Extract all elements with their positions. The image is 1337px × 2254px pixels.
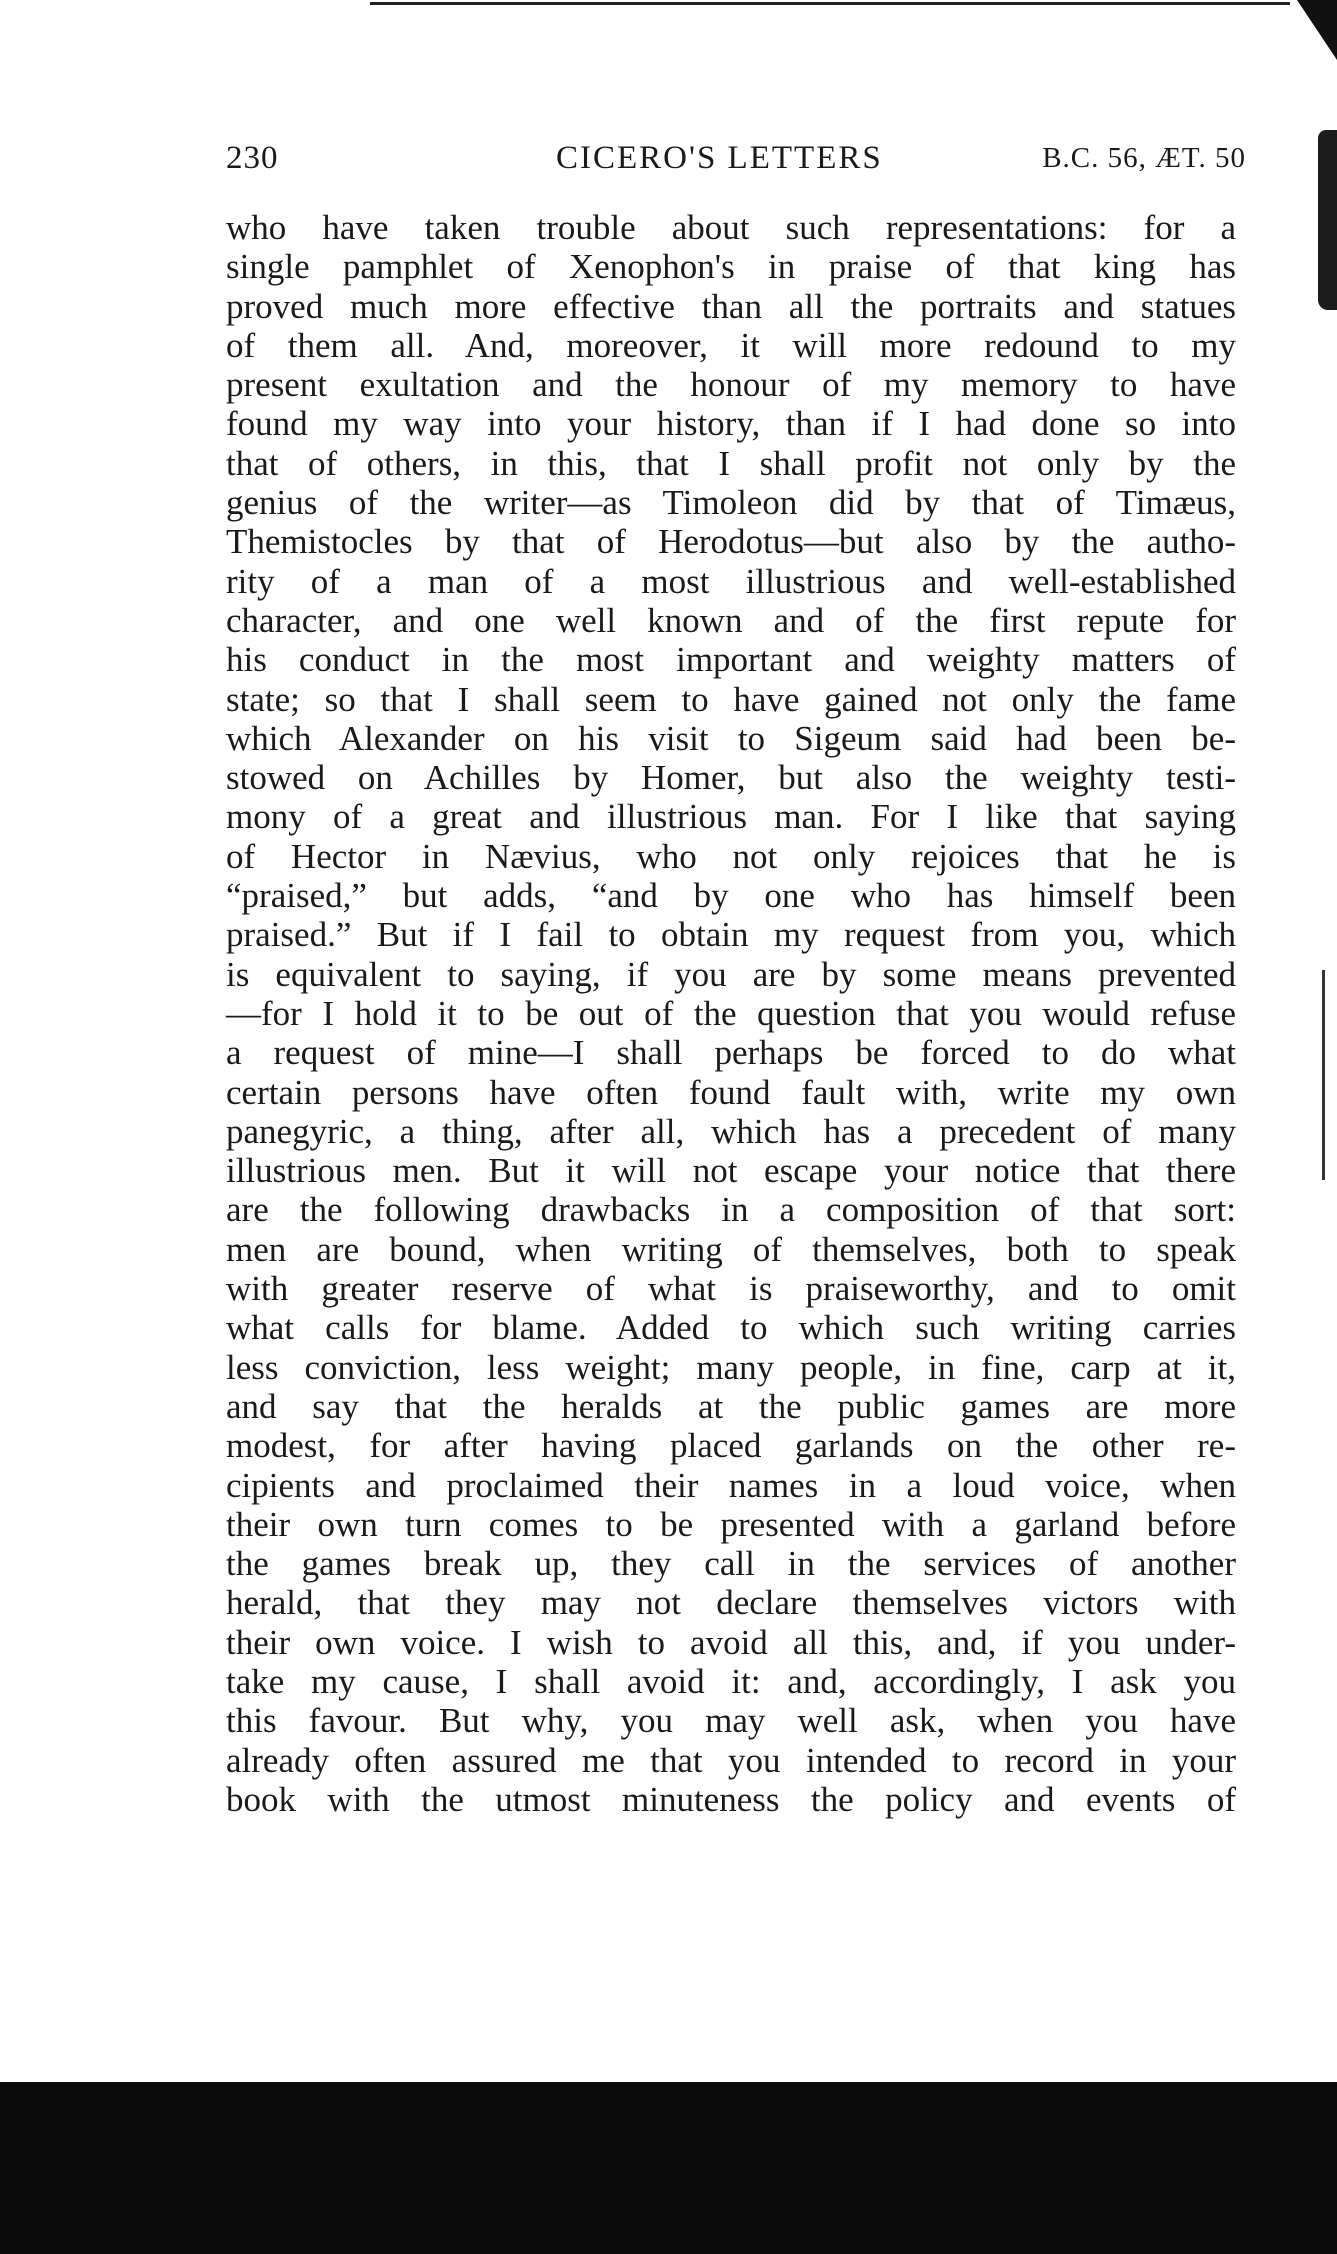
text-line: found my way into your history, than if I had done so into [226,404,1236,444]
text-line: which Alexander on his visit to Sigeum said had been be- [226,718,1236,758]
text-line: single pamphlet of Xenophon's in praise of that king has [226,247,1236,287]
scan-bottom-band [0,2082,1337,2254]
page-corner-curl [1297,0,1337,60]
text-line: stowed on Achilles by Homer, but also the weighty testi- [226,758,1236,798]
text-line: less conviction, less weight; many people, in fine, carp at it, [226,1347,1236,1387]
text-line: their own voice. I wish to avoid all this, and, if you under- [226,1622,1236,1662]
text-line: this favour. But why, you may well ask, when you have [226,1701,1236,1741]
text-line: take my cause, I shall avoid it: and, accordingly, I ask you [226,1661,1236,1701]
text-line: Themistocles by that of Herodotus—but also by the autho- [226,522,1236,562]
text-line: cipients and proclaimed their names in a loud voice, when [226,1465,1236,1505]
text-line: illustrious men. But it will not escape your notice that there [226,1151,1236,1191]
text-line: present exultation and the honour of my memory to have [226,365,1236,405]
text-line: state; so that I shall seem to have gained not only the fame [226,679,1236,719]
text-line: their own turn comes to be presented with a garland before [226,1504,1236,1544]
page-top-edge [370,2,1290,5]
text-line: herald, that they may not declare themselves victors with [226,1583,1236,1623]
text-line: a request of mine—I shall perhaps be forced to do what [226,1033,1236,1073]
text-line: book with the utmost minuteness the policy and events of [226,1779,1236,1819]
text-line: of them all. And, moreover, it will more redound to my [226,325,1236,365]
text-line: modest, for after having placed garlands on the other re- [226,1426,1236,1466]
text-line: already often assured me that you intended to record in your [226,1740,1236,1780]
text-line: are the following drawbacks in a composition of that sort: [226,1190,1236,1230]
text-line: —for I hold it to be out of the question that you would refuse [226,993,1236,1033]
text-line: proved much more effective than all the portraits and statues [226,286,1236,326]
text-line: certain persons have often found fault with, write my own [226,1072,1236,1112]
book-title: CICERO'S LETTERS [556,140,883,176]
running-head [226,140,1246,186]
scan-margin-mark [1318,130,1337,310]
text-line: character, and one well known and of the first repute for [226,600,1236,640]
date-note: B.C. 56, ÆT. 50 [1042,142,1246,174]
text-line: mony of a great and illustrious man. For I like that saying [226,797,1236,837]
text-line: and say that the heralds at the public games are more [226,1386,1236,1426]
text-line: praised.” But if I fail to obtain my request from you, which [226,915,1236,955]
text-line: men are bound, when writing of themselves, both to speak [226,1229,1236,1269]
text-line: panegyric, a thing, after all, which has a precedent of many [226,1111,1236,1151]
text-line: what calls for blame. Added to which such writing carries [226,1308,1236,1348]
scan-margin-line [1322,970,1325,1180]
text-line: the games break up, they call in the services of another [226,1544,1236,1584]
text-line: genius of the writer—as Timoleon did by that of Timæus, [226,483,1236,523]
body-text [226,208,1236,1819]
text-line: rity of a man of a most illustrious and well-established [226,561,1236,601]
page-number: 230 [226,140,279,176]
text-line: is equivalent to saying, if you are by some means prevented [226,954,1236,994]
text-line: who have taken trouble about such representations: for a [226,208,1236,247]
text-line: of Hector in Nævius, who not only rejoices that he is [226,836,1236,876]
text-line: “praised,” but adds, “and by one who has himself been [226,876,1236,916]
text-line: that of others, in this, that I shall profit not only by the [226,443,1236,483]
text-line: with greater reserve of what is praiseworthy, and to omit [226,1269,1236,1309]
text-line: his conduct in the most important and weighty matters of [226,640,1236,680]
